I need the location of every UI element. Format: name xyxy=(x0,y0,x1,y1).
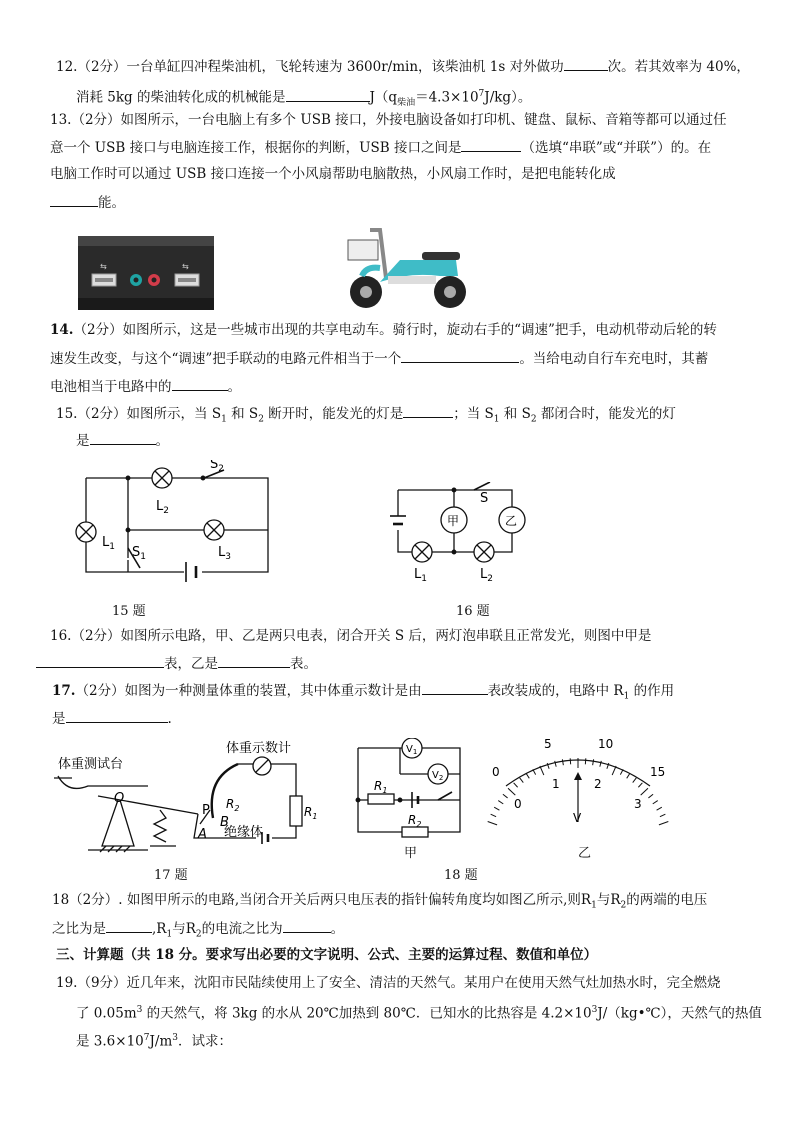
figure-17-caption: 17 题 xyxy=(154,868,188,883)
q12-line2: 消耗 5kg 的柴油转化成的机械能是 $J(q_{柴油}=4.3\times 10^7J/kg)$。 xyxy=(76,84,531,113)
figure-15-caption: 15 题 xyxy=(112,604,146,619)
q17-blank2[interactable] xyxy=(66,708,168,723)
dial-tick xyxy=(508,788,515,795)
q14-line2: 速发生改变，与这个“调速”把手联动的电路元件相当于一个 。当给电动自行车充电时，其蓄 xyxy=(50,348,708,369)
svg-text:A: A xyxy=(198,827,207,842)
R1-label-17: $R_1$ xyxy=(304,805,318,821)
R2-label-17: $R_2$ xyxy=(226,797,240,813)
circuit-figure-16 xyxy=(376,482,526,582)
meter-label: 体重示数计 xyxy=(226,741,292,756)
dial-tick xyxy=(526,773,529,778)
q12-blank2[interactable] xyxy=(286,87,370,102)
dial-tick xyxy=(627,773,630,778)
L3-label: $L_3$ xyxy=(218,545,231,562)
q13-line4: 能。 xyxy=(50,192,125,213)
circuit-figure-18-jia xyxy=(350,738,468,838)
q14-blank2[interactable] xyxy=(172,376,228,391)
q13-line2: 意一个 USB 接口与电脑连接工作，根据你的判断，USB 接口之间是 （选填“串联”或“并联”）的。在 xyxy=(50,137,711,158)
q14-line3: 电池相当于电路中的 。 xyxy=(50,376,241,397)
q15-blank1[interactable] xyxy=(403,403,453,418)
svg-text:0: 0 xyxy=(514,797,522,811)
dial-tick xyxy=(638,783,642,787)
R2-label-18: $R_2$ xyxy=(408,813,422,829)
q18-line1: 18（2分）. 如图甲所示的电路,当闭合开关后两只电压表的指针偏转角度均如图乙所示,则$R_1$与$R_2$的两端的电压 xyxy=(52,892,708,911)
figure-16-caption: 16 题 xyxy=(456,604,490,619)
q18-blank2[interactable] xyxy=(283,918,331,933)
V1-label: $V_1$ xyxy=(406,744,418,756)
dial-tick xyxy=(503,794,508,798)
scale-figure-17 xyxy=(48,738,338,856)
q17-line2: 是 . xyxy=(52,708,172,729)
svg-text:⇆: ⇆ xyxy=(100,262,107,271)
dial-tick xyxy=(562,759,563,765)
q15-blank2[interactable] xyxy=(90,430,156,445)
dial-tick xyxy=(648,794,653,798)
q13-line3: 电脑工作时可以通过 USB 接口连接一个小风扇帮助电脑散热，小风扇工作时，是把电能转化成 xyxy=(50,166,616,182)
dial-tick xyxy=(660,814,665,816)
q13-line1: 13.（2分）如图所示，一台电脑上有多个 USB 接口，外接电脑设备如打印机、键盘、鼠标、音箱等都可以通过任 xyxy=(50,112,727,128)
dial-tick xyxy=(491,814,496,816)
dial-tick xyxy=(657,807,662,810)
svg-text:5: 5 xyxy=(544,737,552,751)
q19-line1: 19.（9分）近几年来，沈阳市民陆续使用上了安全、清洁的天然气。某用户在使用天然气灶加热水时，完全燃烧 xyxy=(56,975,721,991)
dial-tick xyxy=(653,801,658,804)
L2-label-16: $L_2$ xyxy=(480,567,493,582)
q13-blank1[interactable] xyxy=(461,137,521,152)
L1-label-16: $L_1$ xyxy=(414,567,427,582)
section-3-heading: 三、计算题（共 18 分。要求写出必要的文字说明、公式、主要的运算过程、数值和单位） xyxy=(56,947,598,963)
q18-blank1[interactable] xyxy=(106,918,152,933)
jia-meter: 甲 xyxy=(447,514,460,528)
svg-text:2: 2 xyxy=(594,777,602,791)
q19-line3: 是 $3.6\times 10^7J/m^3$．试求： xyxy=(76,1033,232,1050)
q17-line1: 17.（2分）如图为一种测量体重的装置，其中体重示数计是由 表改装成的，电路中 $R_1$ 的作用 xyxy=(52,680,674,707)
dial-tick xyxy=(498,801,503,804)
yi-meter: 乙 xyxy=(505,514,518,528)
dial-tick xyxy=(600,761,601,767)
q13-blank2[interactable] xyxy=(50,192,98,207)
figure-18-yi-label: 乙 xyxy=(578,846,592,861)
q19-line2: 了 $0.05m^3$ 的天然气，将 3kg 的水从 20℃加热到 80℃．已知水的比热容是 $4.2\times 10^3J/(kg•℃)$，天然气的热值 xyxy=(76,1005,762,1022)
voltmeter-dial-18-yi xyxy=(486,734,676,834)
R1-label-18: $R_1$ xyxy=(374,779,388,795)
q16-blank1[interactable] xyxy=(36,653,164,668)
dial-tick xyxy=(494,807,499,810)
dial-tick xyxy=(641,788,648,795)
S1-label: $S_1$ xyxy=(132,545,146,562)
svg-text:P: P xyxy=(202,803,210,818)
q17-blank1[interactable] xyxy=(422,680,488,695)
dial-tick xyxy=(593,759,594,765)
dial-tick xyxy=(659,821,668,824)
circuit-figure-15 xyxy=(72,460,278,590)
svg-text:V: V xyxy=(573,811,582,825)
dial-tick xyxy=(520,778,524,783)
figure-18-caption: 18 题 xyxy=(444,868,478,883)
svg-text:B: B xyxy=(220,815,229,830)
q12-line1: 12.（2分）一台单缸四冲程柴油机，飞轮转速为 3600r/min，该柴油机 1s 对外做功 次。若其效率为 40%， xyxy=(56,56,750,77)
q18-line2: 之比为是 $,R_1$与$R_2$的电流之比为 。 xyxy=(52,918,344,945)
platform-label: 体重测试台 xyxy=(58,757,124,772)
insulator-label: 绝缘体 xyxy=(224,825,264,840)
svg-text:0: 0 xyxy=(492,765,500,779)
dial-tick xyxy=(633,778,637,783)
svg-text:O: O xyxy=(114,791,125,806)
V2-label: $V_2$ xyxy=(432,770,444,782)
svg-text:3: 3 xyxy=(634,797,642,811)
dial-tick xyxy=(555,761,556,767)
q12-blank1[interactable] xyxy=(564,56,608,71)
q16-line1: 16.（2分）如图所示电路，甲、乙是两只电表，闭合开关 S 后，两灯泡串联且正常发光，则图中甲是 xyxy=(50,628,652,644)
S-label: S xyxy=(480,491,489,506)
q15-line2: 是 。 xyxy=(76,430,169,451)
q16-blank2[interactable] xyxy=(218,653,290,668)
L2-label: $L_2$ xyxy=(156,499,169,516)
dial-tick xyxy=(488,821,497,824)
dial-tick xyxy=(514,783,518,787)
svg-text:⇆: ⇆ xyxy=(182,262,189,271)
L1-label: $L_1$ xyxy=(102,535,115,552)
svg-text:10: 10 xyxy=(598,737,614,751)
q14-blank1[interactable] xyxy=(401,348,519,363)
svg-text:1: 1 xyxy=(552,777,560,791)
usb-panel-image xyxy=(78,236,214,310)
e-scooter-image xyxy=(340,216,472,312)
q16-line2: 表，乙是 表。 xyxy=(36,653,317,674)
q15-line1: 15.（2分）如图所示，当 $S_1$ 和 $S_2$ 断开时，能发光的灯是 ；当 $S_1$ 和 $S_2$ 都闭合时，能发光的灯 xyxy=(56,403,676,430)
figure-18-jia-label: 甲 xyxy=(404,846,418,861)
svg-text:15: 15 xyxy=(650,765,666,779)
S2-label: $S_2$ xyxy=(210,460,224,474)
q14-line1: 14.（2分）如图所示，这是一些城市出现的共享电动车。骑行时，旋动右手的“调速”把手，电动机带动后轮的转 xyxy=(50,322,717,338)
